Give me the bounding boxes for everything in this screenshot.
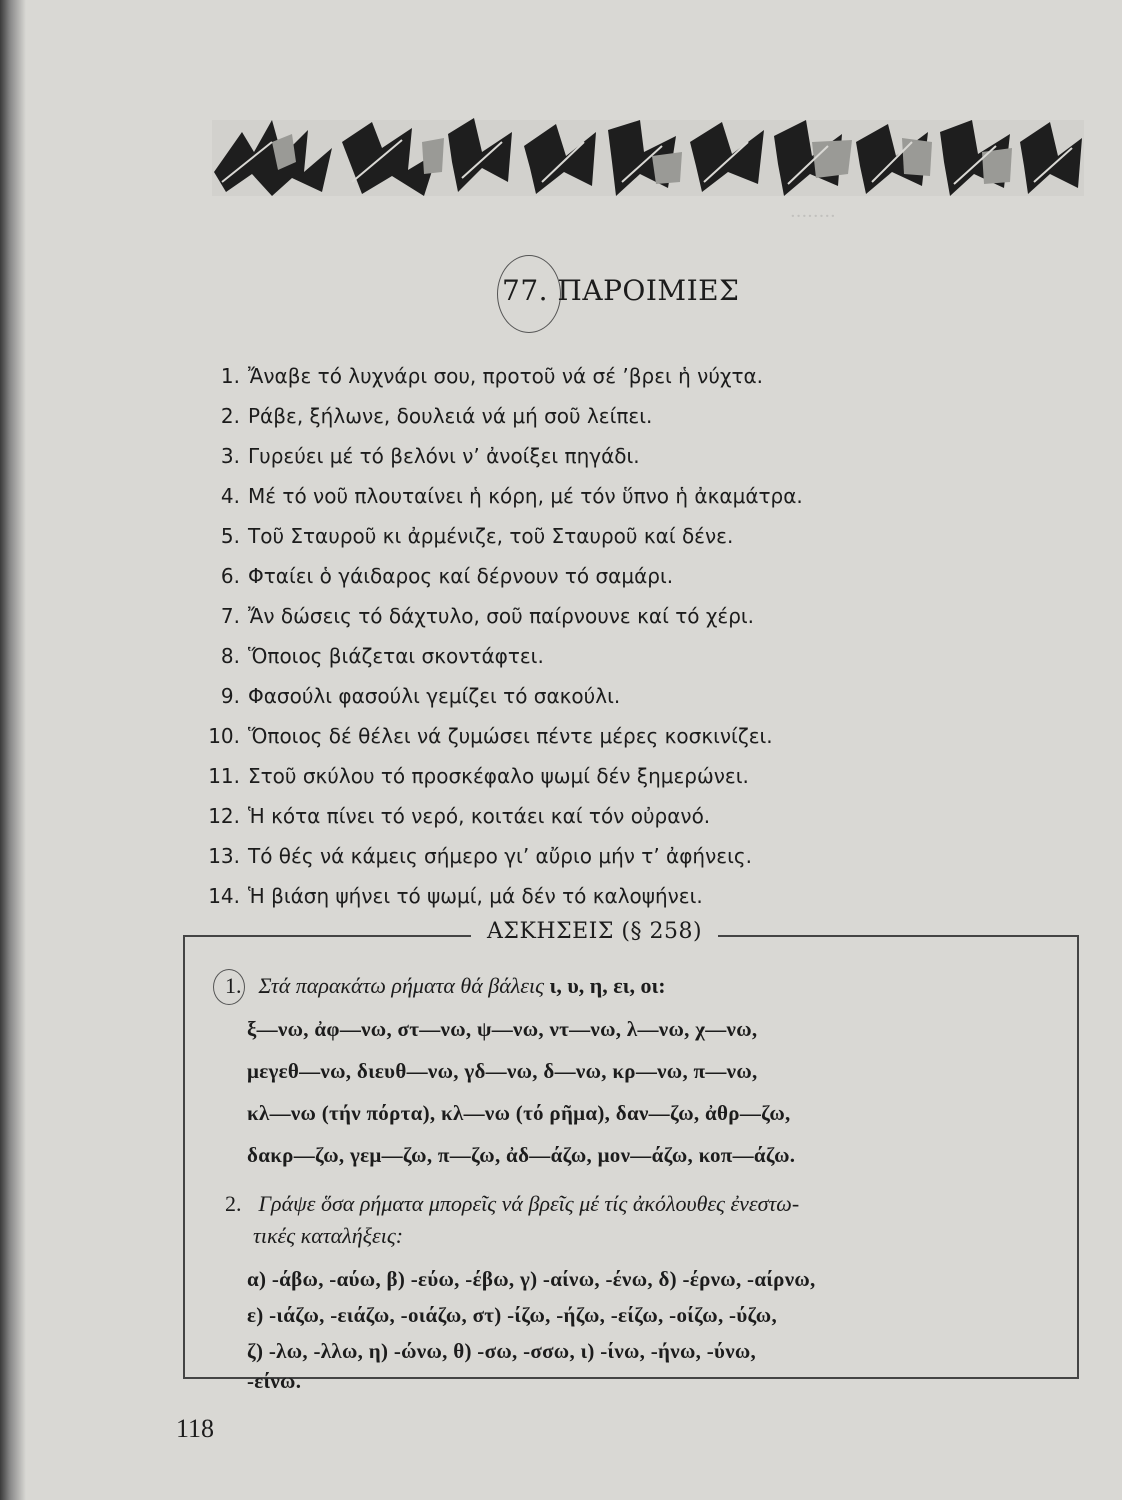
list-item	[196, 356, 803, 396]
item-number: 13.	[208, 844, 240, 868]
list-item	[196, 476, 803, 516]
list-item	[196, 756, 803, 796]
exercise-1-line: κλ—νω (τήν πόρτα), κλ—νω (τό ρῆμα), δαν—ζω, ἀθρ—ζω,	[247, 1101, 791, 1125]
exercise-2-line: ζ) -λω, -λλω, η) -ώνω, θ) -σω, -σσω, ι) -ίνω, -ήνω, -ύνω,	[247, 1339, 757, 1363]
proverbs-list	[196, 356, 803, 916]
item-text: Ἄν δώσεις τό δάχτυλο, σοῦ παίρνουνε καί τό χέρι.	[248, 604, 755, 628]
list-item	[196, 436, 803, 476]
exercise-instruction-text: τικές καταλήξεις:	[253, 1223, 404, 1248]
item-number: 2.	[220, 404, 240, 428]
exercise-number: 1.	[225, 973, 242, 998]
list-item	[196, 876, 803, 916]
item-text: Τό θές νά κάμεις σήμερο γι’ αὔριο μήν τ’ ἀφήνεις.	[248, 844, 752, 868]
exercise-2-instruction	[225, 1191, 799, 1217]
item-text: Ὅποιος βιάζεται σκοντάφτει.	[248, 644, 544, 668]
exercise-1-line: ξ—νω, ἀφ—νω, στ—νω, ψ—νω, ντ—νω, λ—νω, χ—νω,	[247, 1017, 758, 1041]
exercise-2-line: ε) -ιάζω, -ειάζω, -οιάζω, στ) -ίζω, -ήζω, -είζω, -οίζω, -ύζω,	[247, 1303, 778, 1327]
item-number: 11.	[208, 764, 240, 788]
list-item	[196, 596, 803, 636]
item-text: Μέ τό νοῦ πλουταίνει ἡ κόρη, μέ τόν ὕπνο ἡ ἀκαμάτρα.	[248, 484, 803, 508]
item-text: Γυρεύει μέ τό βελόνι ν’ ἀνοίξει πηγάδι.	[248, 444, 640, 468]
item-text: Φασούλι φασούλι γεμίζει τό σακούλι.	[248, 684, 621, 708]
item-number: 10.	[208, 724, 240, 748]
exercise-1-line: μεγεθ—νω, διευθ—νω, γδ—νω, δ—νω, κρ—νω, π—νω,	[247, 1059, 758, 1083]
item-text: Φταίει ὁ γάιδαρος καί δέρνουν τό σαμάρι.	[248, 564, 674, 588]
list-item	[196, 796, 803, 836]
exercise-1-instruction	[225, 973, 666, 999]
exercises-box	[183, 919, 1079, 1393]
item-text: Ἡ βιάση ψήνει τό ψωμί, μά δέν τό καλοψήνει.	[248, 884, 703, 908]
list-item	[196, 556, 803, 596]
list-item	[196, 396, 803, 436]
exercise-1-line: δακρ—ζω, γεμ—ζω, π—ζω, ἀδ—άζω, μον—άζω, κοπ—άζω.	[247, 1143, 796, 1167]
item-number: 7.	[220, 604, 240, 628]
exercise-instruction-text: Στά παρακάτω ρήματα θά βάλεις	[258, 973, 545, 998]
item-text: Στοῦ σκύλου τό προσκέφαλο ψωμί δέν ξημερώνει.	[248, 764, 749, 788]
item-text: Τοῦ Σταυροῦ κι ἀρμένιζε, τοῦ Σταυροῦ καί δένε.	[248, 524, 734, 548]
exercise-2-instruction-cont	[253, 1223, 403, 1249]
exercises-heading: ΑΣΚΗΣΕΙΣ (§ 258)	[471, 919, 718, 944]
item-number: 1.	[220, 364, 240, 388]
list-item	[196, 676, 803, 716]
item-text: Ράβε, ξήλωνε, δουλειά νά μή σοῦ λείπει.	[248, 404, 653, 428]
exercise-2-line: -είνω.	[247, 1369, 302, 1393]
list-item	[196, 636, 803, 676]
book-gutter-shadow	[0, 0, 26, 1500]
item-number: 3.	[220, 444, 240, 468]
item-number: 9.	[220, 684, 240, 708]
leaf-ornament-banner	[212, 112, 1084, 204]
list-item	[196, 516, 803, 556]
item-number: 5.	[220, 524, 240, 548]
item-number: 4.	[220, 484, 240, 508]
item-number: 6.	[220, 564, 240, 588]
item-text: Ἡ κότα πίνει τό νερό, κοιτάει καί τόν οὐρανό.	[248, 804, 711, 828]
item-text: Ὅποιος δέ θέλει νά ζυμώσει πέντε μέρες κοσκινίζει.	[248, 724, 773, 748]
item-number: 8.	[220, 644, 240, 668]
exercise-number: 2.	[225, 1191, 242, 1216]
item-number: 12.	[208, 804, 240, 828]
bleed-through-text: ········	[790, 206, 836, 227]
page-title: 77. ΠΑΡΟΙΜΙΕΣ	[502, 274, 740, 307]
exercise-letters: ι, υ, η, ει, οι:	[549, 973, 666, 998]
item-text: Ἄναβε τό λυχνάρι σου, προτοῦ νά σέ ’βρει ἡ νύχτα.	[248, 364, 764, 388]
list-item	[196, 836, 803, 876]
exercise-instruction-text: Γράψε ὅσα ρήματα μπορεῖς νά βρεῖς μέ τίς ἀκόλουθες ἐνεστω-	[258, 1191, 800, 1216]
exercise-2-line: α) -άβω, -αύω, β) -εύω, -έβω, γ) -αίνω, -ένω, δ) -έρνω, -αίρνω,	[247, 1267, 816, 1291]
list-item	[196, 716, 803, 756]
item-number: 14.	[208, 884, 240, 908]
page-number: 118	[176, 1414, 215, 1443]
